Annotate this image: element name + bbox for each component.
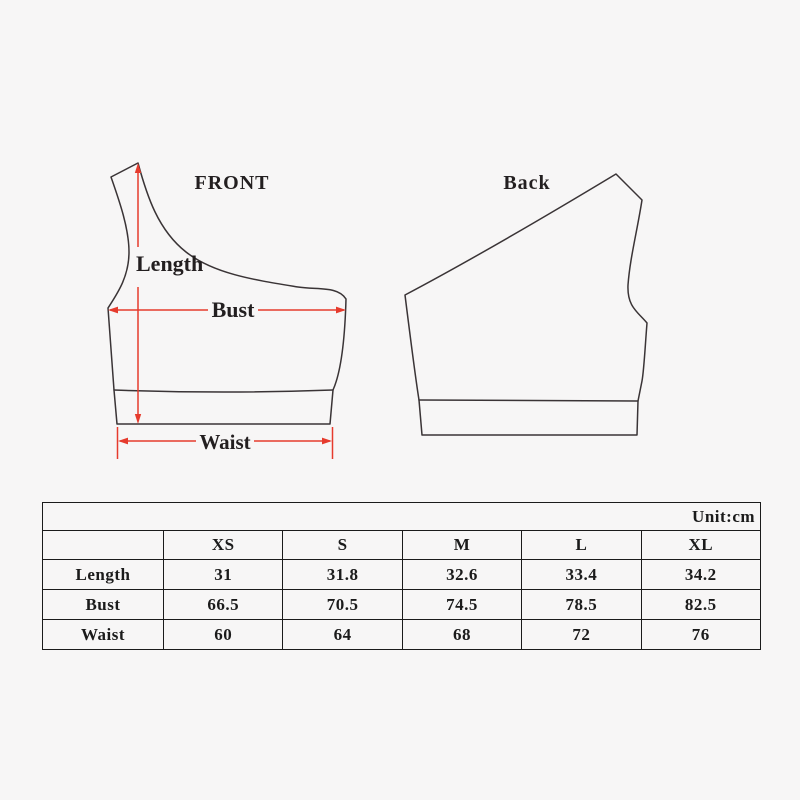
table-cell: 31.8 — [283, 560, 402, 590]
row-label: Bust — [43, 590, 164, 620]
table-cell: 31 — [164, 560, 283, 590]
back-diagram — [405, 172, 647, 435]
table-cell: 32.6 — [402, 560, 521, 590]
table-cell: 78.5 — [522, 590, 641, 620]
front-band-line — [114, 390, 333, 392]
table-cell: 64 — [283, 620, 402, 650]
header-cell-xs: XS — [164, 531, 283, 560]
table-cell: 76 — [641, 620, 760, 650]
table-cell: 60 — [164, 620, 283, 650]
back-title: Back — [503, 172, 551, 194]
front-title: FRONT — [194, 172, 270, 194]
header-cell-empty — [43, 531, 164, 560]
waist-label: Waist — [199, 430, 251, 454]
row-label: Waist — [43, 620, 164, 650]
bust-arrowhead-left — [108, 307, 118, 314]
table-row-waist — [43, 620, 761, 650]
table-cell: 70.5 — [283, 590, 402, 620]
unit-label: Unit:cm — [43, 503, 761, 531]
table-cell: 66.5 — [164, 590, 283, 620]
header-cell-s: S — [283, 531, 402, 560]
table-cell: 33.4 — [522, 560, 641, 590]
table-cell: 34.2 — [641, 560, 760, 590]
row-label: Length — [43, 560, 164, 590]
bust-arrowhead-right — [336, 307, 346, 314]
unit-row — [43, 503, 761, 531]
waist-arrowhead-right — [322, 438, 332, 445]
table-cell: 82.5 — [641, 590, 760, 620]
front-garment-outline — [108, 163, 346, 424]
header-cell-xl: XL — [641, 531, 760, 560]
size-header-row — [43, 531, 761, 560]
table-cell: 74.5 — [402, 590, 521, 620]
waist-arrowhead-left — [118, 438, 128, 445]
table-cell: 72 — [522, 620, 641, 650]
header-cell-m: M — [402, 531, 521, 560]
size-table — [42, 502, 761, 650]
table-row-length — [43, 560, 761, 590]
back-garment-outline — [405, 174, 647, 435]
back-band-line — [419, 400, 638, 401]
header-cell-l: L — [522, 531, 641, 560]
front-diagram — [108, 163, 346, 459]
bust-label: Bust — [211, 297, 255, 322]
table-cell: 68 — [402, 620, 521, 650]
length-label: Length — [136, 251, 204, 276]
table-row-bust — [43, 590, 761, 620]
length-arrowhead-down — [135, 414, 141, 424]
